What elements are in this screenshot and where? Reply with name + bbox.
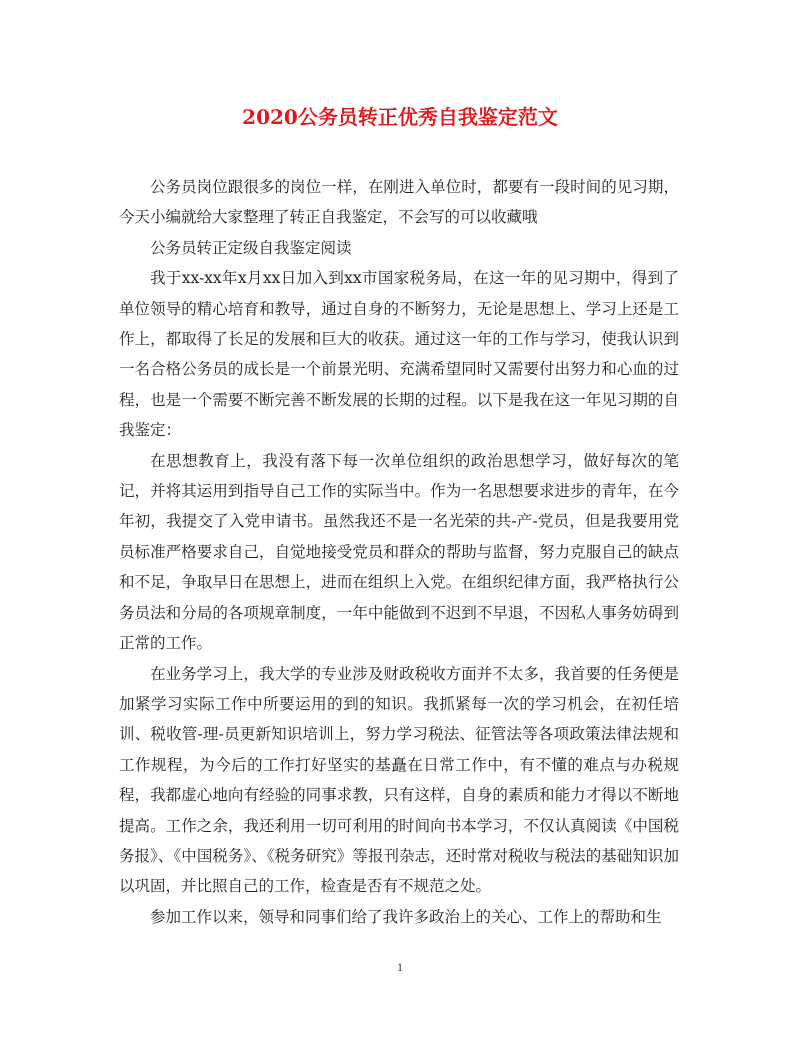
paragraph-study: 在业务学习上，我大学的专业涉及财政税收方面并不太多，我首要的任务便是加紧学习实际工作中所要运用的到的知识。我抓紧每一次的学习机会，在初任培训、税收管-理-员更新知识培训上，努力学习税法、征管法等各项政策法律法规和工作规程，为今后的工作打好坚实的基矗在日常工作中，有不懂的难点与办税规程，我都虚心地向有经验的同事求教，只有这样，自身的素质和能力才得以不断地提高。工作之余，我还利用一切可利用的时间向书本学习，不仅认真阅读《中国税务报》、《中国税务》、《税务研究》等报刊杂志，还时常对税收与税法的基础知识加以巩固，并比照自己的工作，检查是否有不规范之处。: [119, 664, 679, 896]
paragraph-intro: 公务员岗位跟很多的岗位一样，在刚进入单位时，都要有一段时间的见习期，今天小编就给大家整理了转正自我鉴定，不会写的可以收藏哦: [119, 178, 679, 227]
document-title: 2020公务员转正优秀自我鉴定范文: [242, 105, 558, 129]
paragraph-subheading: 公务员转正定级自我鉴定阅读: [150, 238, 352, 257]
paragraph-ideology: 在思想教育上，我没有落下每一次单位组织的政治思想学习，做好每次的笔记，并将其运用到指导自己工作的实际当中。作为一名思想要求进步的青年，在今年初，我提交了入党申请书。虽然我还不是一名光荣的共-产-党员，但是我要用党员标准严格要求自己，自觉地接受党员和群众的帮助与监督，努力克服自己的缺点和不足，争取早日在思想上，进而在组织上入党。在组织纪律方面，我严格执行公务员法和分局的各项规章制度，一年中能做到不迟到不早退，不因私人事务妨碍到正常的工作。: [119, 451, 679, 653]
paragraph-opening: 我于xx-xx年x月xx日加入到xx市国家税务局，在这一年的见习期中，得到了单位领导的精心培育和教导，通过自身的不断努力，无论是思想上、学习上还是工作上，都取得了长足的发展和巨大的收获。通过这一年的工作与学习，使我认识到一名合格公务员的成长是一个前景光明、充满希望同时又需要付出努力和心血的过程，也是一个需要不断完善不断发展的长期的过程。以下是我在这一年见习期的自我鉴定：: [119, 269, 679, 440]
page-number: 1: [397, 960, 403, 974]
paragraph-work: 参加工作以来，领导和同事们给了我许多政治上的关心、工作上的帮助和生: [150, 907, 662, 926]
document-body: [119, 172, 679, 932]
